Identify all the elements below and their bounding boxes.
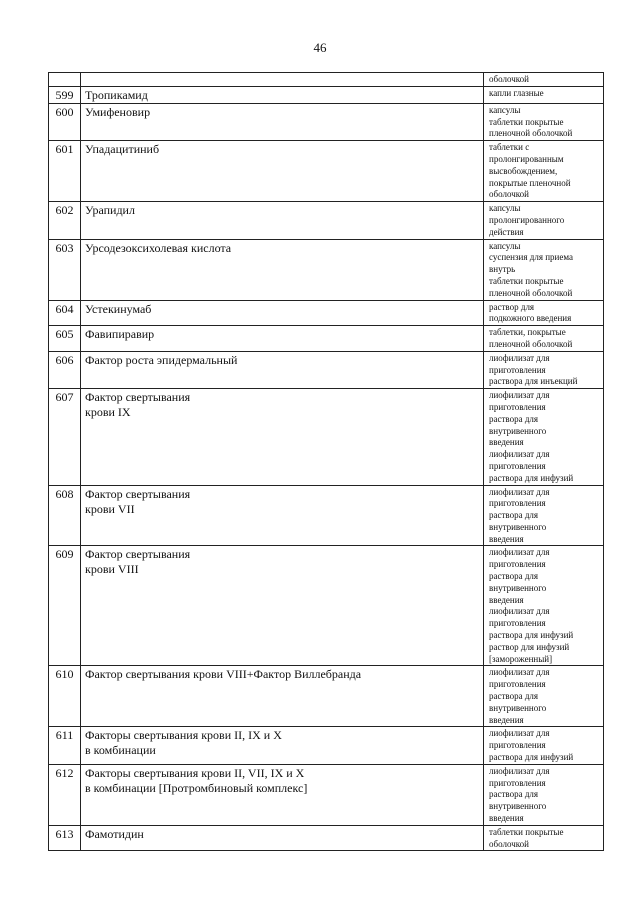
dosage-form-line: лиофилизат для: [489, 765, 550, 776]
dosage-form-line: таблетки покрытые: [489, 826, 564, 837]
dosage-form-line: капсулы: [489, 104, 521, 115]
dosage-form-line: раствора для: [489, 789, 539, 800]
drug-table-body: [49, 73, 604, 851]
dosage-form-line: раствора для инъекций: [489, 376, 578, 387]
dosage-form-line: оболочкой: [489, 838, 529, 849]
drug-name-cell: [81, 727, 484, 764]
drug-name-line: Факторы свертывания крови II, IX и X: [85, 728, 282, 743]
dosage-form-cell: [484, 300, 604, 326]
dosage-form-line: лиофилизат для: [489, 449, 550, 460]
table-row: [49, 764, 604, 825]
dosage-form-cell: [484, 326, 604, 352]
drug-name-line: Фактор свертывания крови VIII+Фактор Виллебранда: [85, 667, 362, 682]
dosage-form-line: раствора для инфузий: [489, 752, 574, 763]
dosage-form-cell: [484, 546, 604, 666]
table-row: [49, 485, 604, 546]
dosage-form-line: приготовления: [489, 498, 546, 509]
drug-name-cell: [81, 300, 484, 326]
row-number: 601: [49, 141, 81, 202]
drug-name-line: Тропикамид: [85, 87, 148, 102]
dosage-form-line: приготовления: [489, 679, 546, 690]
dosage-form-line: введения: [489, 813, 524, 824]
drug-name-line: Фактор роста эпидермальный: [85, 352, 238, 367]
drug-table: [48, 72, 604, 851]
dosage-form-line: пленочной оболочкой: [489, 338, 573, 349]
dosage-form-line: покрытые пленочной: [489, 177, 571, 188]
table-row: [49, 727, 604, 764]
row-number: 599: [49, 86, 81, 103]
dosage-form-cell: [484, 86, 604, 103]
row-number: 613: [49, 825, 81, 851]
table-row: [49, 300, 604, 326]
dosage-form-line: приготовления: [489, 777, 546, 788]
dosage-form-line: суспензия для приема: [489, 252, 573, 263]
table-row: [49, 666, 604, 727]
drug-name-line: Урсодезоксихолевая кислота: [85, 240, 232, 255]
dosage-form-line: приготовления: [489, 460, 546, 471]
row-number: 600: [49, 103, 81, 140]
row-number: 606: [49, 351, 81, 388]
drug-name-cell: [81, 389, 484, 485]
row-number: 604: [49, 300, 81, 326]
drug-name-cell: [81, 141, 484, 202]
dosage-form-line: капли глазные: [489, 87, 544, 98]
drug-name-line: Факторы свертывания крови II, VII, IX и X: [85, 765, 305, 780]
table-row: [49, 103, 604, 140]
table-row: [49, 825, 604, 851]
dosage-form-line: приготовления: [489, 618, 546, 629]
dosage-form-cell: [484, 666, 604, 727]
drug-name-line: Умифеновир: [85, 104, 151, 119]
table-row: [49, 326, 604, 352]
drug-name-cell: [81, 485, 484, 546]
dosage-form-line: лиофилизат для: [489, 606, 550, 617]
table-row: [49, 389, 604, 485]
table-row: [49, 141, 604, 202]
dosage-form-line: оболочкой: [489, 74, 529, 84]
table-row: [49, 351, 604, 388]
dosage-form-line: действия: [489, 226, 524, 237]
table-row: [49, 73, 604, 87]
row-number: 603: [49, 239, 81, 300]
drug-name-cell: [81, 202, 484, 239]
drug-name-line: крови VII: [85, 501, 135, 516]
table-row: [49, 86, 604, 103]
dosage-form-line: введения: [489, 533, 524, 544]
drug-name-line: Фавипиравир: [85, 327, 155, 342]
drug-name-cell: [81, 326, 484, 352]
dosage-form-line: внутривенного: [489, 702, 547, 713]
dosage-form-line: лиофилизат для: [489, 547, 550, 558]
dosage-form-line: оболочкой: [489, 189, 529, 200]
dosage-form-line: подкожного введения: [489, 313, 572, 324]
row-number: 607: [49, 389, 81, 485]
drug-name-cell: [81, 666, 484, 727]
drug-name-cell: [81, 764, 484, 825]
drug-name-line: Фактор свертывания: [85, 390, 191, 405]
dosage-form-line: пленочной оболочкой: [489, 128, 573, 139]
dosage-form-cell: [484, 825, 604, 851]
dosage-form-line: внутривенного: [489, 801, 547, 812]
row-number: 602: [49, 202, 81, 239]
dosage-form-line: внутривенного: [489, 582, 547, 593]
dosage-form-cell: [484, 351, 604, 388]
row-number: 608: [49, 485, 81, 546]
dosage-form-line: внутрь: [489, 264, 516, 275]
row-number: 610: [49, 666, 81, 727]
dosage-form-line: лиофилизат для: [489, 390, 550, 401]
dosage-form-line: капсулы: [489, 240, 521, 251]
dosage-form-cell: [484, 103, 604, 140]
dosage-form-cell: [484, 202, 604, 239]
dosage-form-line: приготовления: [489, 559, 546, 570]
drug-name-cell: [81, 351, 484, 388]
dosage-form-line: приготовления: [489, 740, 546, 751]
drug-name-line: крови VIII: [85, 562, 139, 577]
dosage-form-line: капсулы: [489, 203, 521, 214]
drug-name-cell: [81, 86, 484, 103]
drug-name-line: Устекинумаб: [85, 301, 152, 316]
dosage-form-line: таблетки покрытые: [489, 275, 564, 286]
dosage-form-line: введения: [489, 594, 524, 605]
dosage-form-line: таблетки покрытые: [489, 116, 564, 127]
dosage-form-cell: [484, 485, 604, 546]
drug-name-cell: [81, 825, 484, 851]
dosage-form-line: пролонгированного: [489, 214, 565, 225]
drug-name-cell: [81, 73, 484, 87]
drug-name-line: крови IX: [85, 405, 131, 420]
drug-name-line: Фактор свертывания: [85, 547, 191, 562]
drug-name-line: Фамотидин: [85, 826, 144, 841]
row-number: 612: [49, 764, 81, 825]
dosage-form-line: раствора для: [489, 413, 539, 424]
dosage-form-line: раствора для: [489, 571, 539, 582]
drug-name-cell: [81, 103, 484, 140]
dosage-form-cell: [484, 73, 604, 87]
dosage-form-cell: [484, 764, 604, 825]
drug-name-line: Упадацитиниб: [85, 142, 160, 157]
drug-name-line: Фактор свертывания: [85, 486, 191, 501]
dosage-form-line: раствора для: [489, 691, 539, 702]
dosage-form-line: раствора для инфузий: [489, 630, 574, 641]
dosage-form-line: введения: [489, 714, 524, 725]
drug-name-cell: [81, 546, 484, 666]
dosage-form-line: пролонгированным: [489, 153, 564, 164]
dosage-form-line: таблетки, покрытые: [489, 327, 566, 338]
drug-name-line: в комбинации [Протромбиновый комплекс]: [85, 780, 308, 795]
dosage-form-line: пленочной оболочкой: [489, 287, 573, 298]
row-number: [49, 73, 81, 87]
dosage-form-line: приготовления: [489, 364, 546, 375]
dosage-form-line: раствор для: [489, 301, 535, 312]
dosage-form-line: высвобождением,: [489, 165, 558, 176]
page-number: 46: [313, 40, 327, 55]
row-number: 611: [49, 727, 81, 764]
dosage-form-line: раствор для инфузий: [489, 641, 570, 652]
table-row: [49, 202, 604, 239]
dosage-form-line: таблетки с: [489, 142, 530, 153]
dosage-form-line: лиофилизат для: [489, 667, 550, 678]
dosage-form-line: раствора для: [489, 510, 539, 521]
dosage-form-line: внутривенного: [489, 425, 547, 436]
dosage-form-cell: [484, 141, 604, 202]
dosage-form-line: введения: [489, 437, 524, 448]
dosage-form-cell: [484, 389, 604, 485]
dosage-form-line: раствора для инфузий: [489, 472, 574, 483]
table-row: [49, 239, 604, 300]
dosage-form-line: внутривенного: [489, 521, 547, 532]
table-row: [49, 546, 604, 666]
row-number: 609: [49, 546, 81, 666]
dosage-form-line: лиофилизат для: [489, 352, 550, 363]
dosage-form-cell: [484, 727, 604, 764]
dosage-form-line: лиофилизат для: [489, 728, 550, 739]
drug-name-line: Урапидил: [85, 203, 135, 218]
dosage-form-line: лиофилизат для: [489, 486, 550, 497]
dosage-form-line: [замороженный]: [489, 653, 553, 664]
row-number: 605: [49, 326, 81, 352]
drug-name-line: в комбинации: [85, 743, 156, 758]
drug-name-cell: [81, 239, 484, 300]
dosage-form-line: приготовления: [489, 401, 546, 412]
dosage-form-cell: [484, 239, 604, 300]
